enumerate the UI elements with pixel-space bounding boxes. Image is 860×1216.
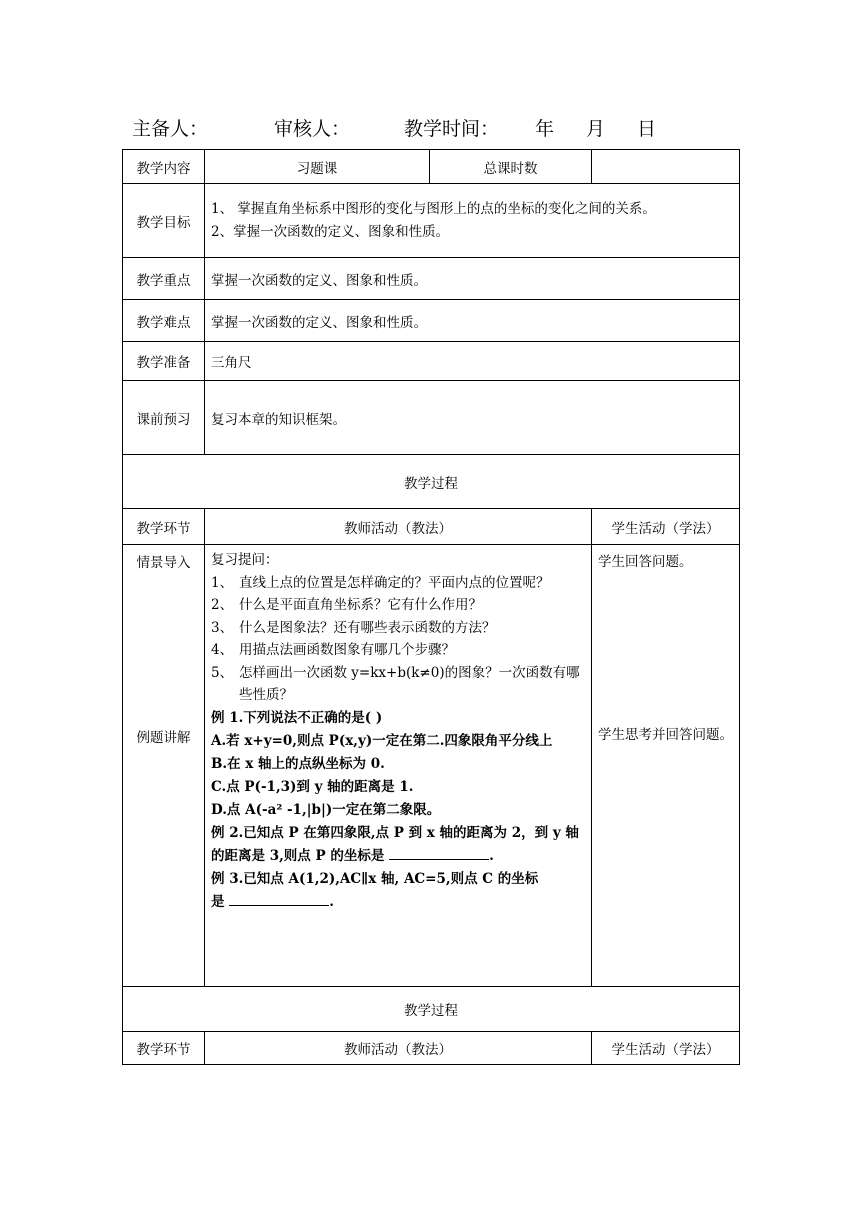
preview-value: 复习本章的知识框架。 [205,381,740,455]
goal-label: 教学目标 [123,184,205,258]
example-1-option-b: B.在 x 轴上的点纵坐标为 0. [211,755,385,772]
preparer-label: 主备人： [132,118,209,140]
review-question: 4、 用描点法画函数图象有哪几个步骤？ [211,642,455,658]
stage-intro: 情景导入 [136,555,191,571]
process-title: 教学过程 [123,455,740,509]
stage-column-header: 教学环节 [123,509,205,545]
teacher-activity-cell [205,545,592,987]
stage-examples: 例题讲解 [136,730,191,746]
answer-blank [389,845,489,860]
difficult-point-value: 掌握一次函数的定义、图象和性质。 [205,300,740,342]
teacher-column-header-2: 教师活动（教法） [205,1032,592,1065]
review-intro: 复习提问： [211,552,279,568]
lesson-plan-table [122,149,740,1065]
review-question: 1、 直线上点的位置是怎样确定的？平面内点的位置呢？ [211,574,550,591]
goal-content [205,184,740,258]
example-2: 例 2.已知点 P 在第四象限,点 P 到 x 轴的距离为 2，到 y 轴的距离是 3,则点 P 的坐标是 . [211,824,579,864]
year-label: 年 [535,118,555,140]
answer-blank [229,891,329,906]
stage-column-header-2: 教学环节 [123,1032,205,1065]
review-question: 2、 什么是平面直角坐标系？它有什么作用？ [211,597,482,613]
teach-time-label: 教学时间： [404,118,500,140]
reviewer-label: 审核人： [274,118,351,140]
content-value: 习题课 [205,150,430,184]
key-point-value: 掌握一次函数的定义、图象和性质。 [205,258,740,300]
total-hours-value [592,150,740,184]
process-title-2: 教学过程 [123,987,740,1032]
key-point-label: 教学重点 [123,258,205,300]
difficult-point-label: 教学难点 [123,300,205,342]
student-column-header-2: 学生活动（学法） [592,1032,740,1065]
example-1-title: 例 1.下列说法不正确的是( ) [211,709,383,726]
day-label: 日 [637,118,657,140]
stage-cell [123,545,205,987]
student-activity-1: 学生回答问题。 [598,554,693,570]
total-hours-label: 总课时数 [430,150,592,184]
review-question: 3、 什么是图象法？还有哪些表示函数的方法？ [211,619,496,636]
student-activity-2: 学生思考并回答问题。 [598,726,733,743]
preview-label: 课前预习 [123,381,205,455]
preparation-value: 三角尺 [205,342,740,381]
example-3-line-1: 例 3.已知点 A(1,2),AC∥x 轴, AC=5,则点 C 的坐标 [211,870,539,887]
example-1-option-c: C.点 P(-1,3)到 y 轴的距离是 1. [211,778,414,795]
student-column-header: 学生活动（学法） [592,509,740,545]
teacher-column-header: 教师活动（教法） [205,509,592,545]
preparation-label: 教学准备 [123,342,205,381]
example-3-line-2: 是 . [211,891,585,914]
example-1-option-d: D.点 A(-a² -1,|b|)一定在第二象限。 [211,801,441,818]
month-label: 月 [586,118,606,140]
example-1-option-a: A.若 x+y=0,则点 P(x,y)一定在第二.四象限角平分线上 [211,732,553,749]
goal-item: 1、 掌握直角坐标系中图形的变化与图形上的点的坐标的变化之间的关系。 [211,200,656,217]
goal-item: 2、掌握一次函数的定义、图象和性质。 [211,223,450,240]
content-label: 教学内容 [123,150,205,184]
review-question: 5、 怎样画出一次函数 y=kx+b(k≠0)的图象？一次函数有哪些性质？ [211,664,580,703]
student-activity-cell [592,545,740,987]
